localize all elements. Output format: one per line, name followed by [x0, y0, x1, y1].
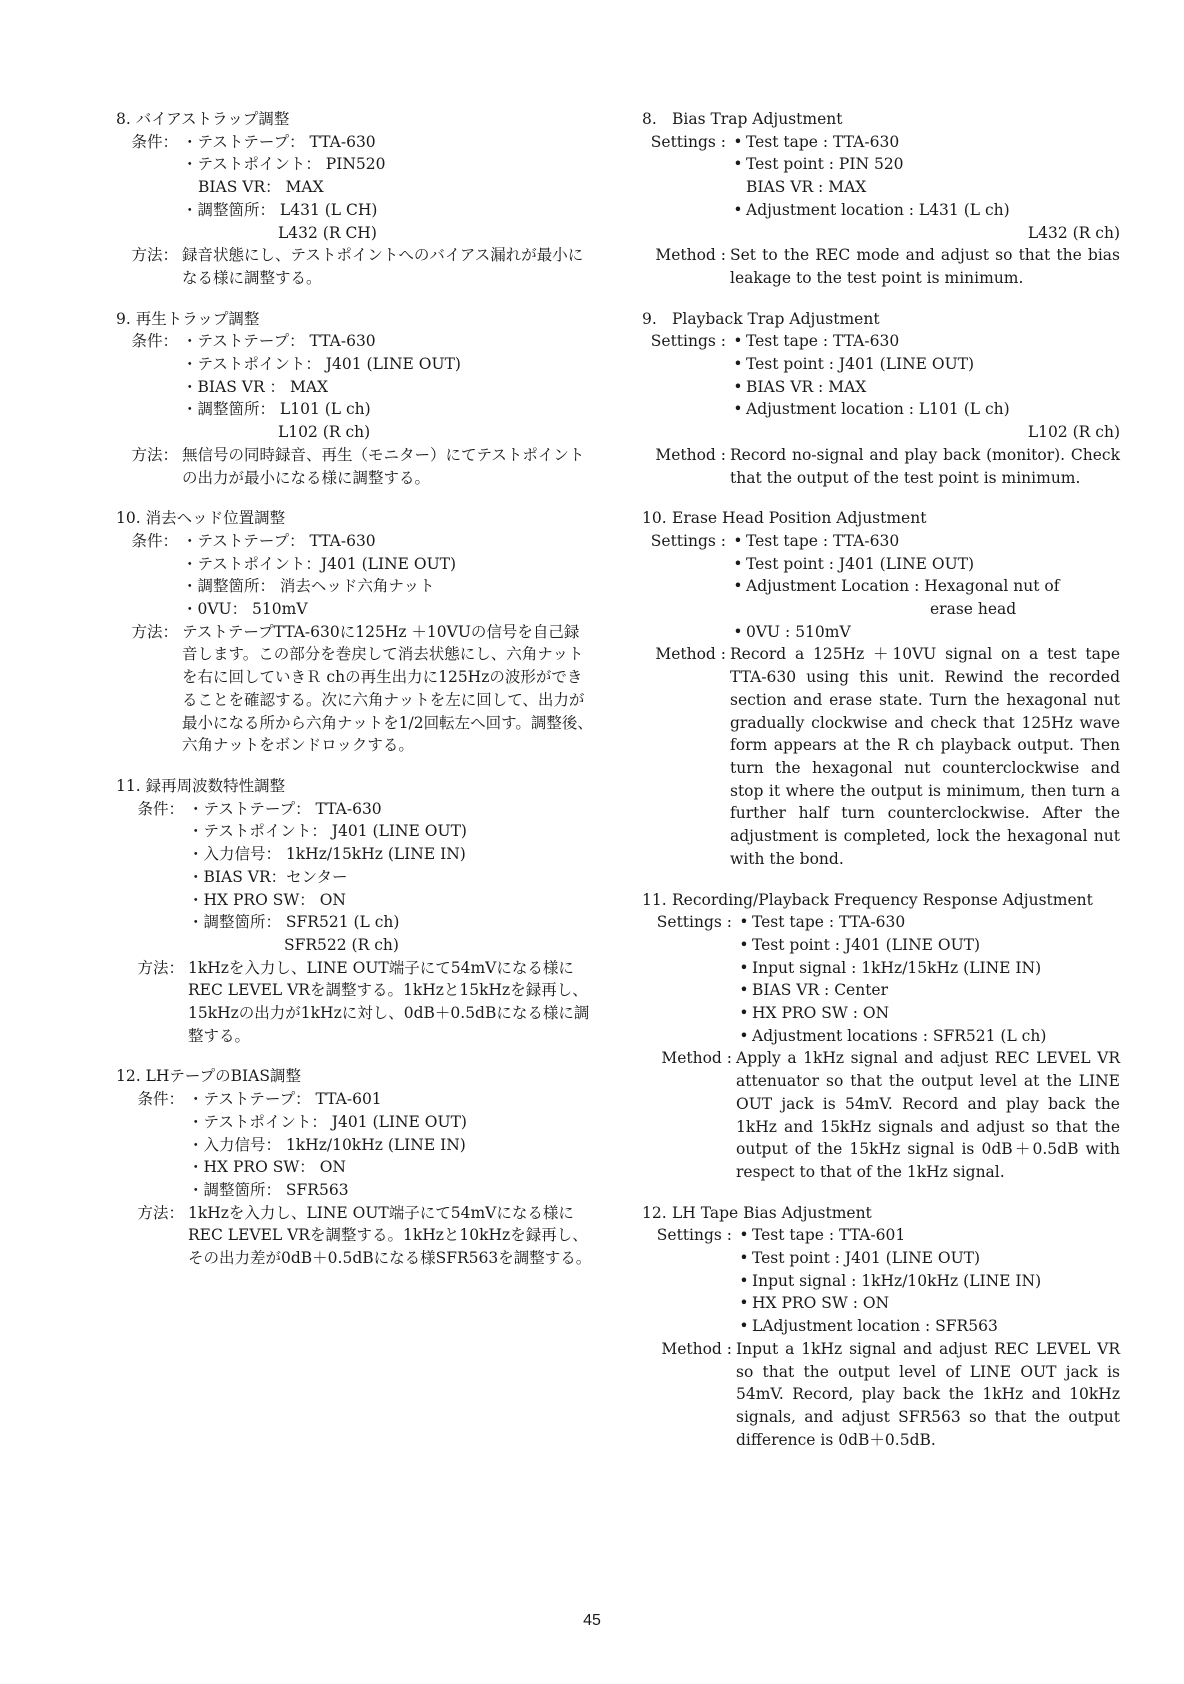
jp-section-8 — [116, 108, 594, 290]
setting-item: • HX PRO SW : ON — [736, 1292, 1120, 1315]
method-text: Apply a 1kHz signal and adjust REC LEVEL VR attenuator so that the output level at the LINE OUT jack is 54mV. Record and play back the 1kHz and 15kHz signals and adjust so that the output of the 15kHz signal is 0dB＋0.5dB with respect to that of the 1kHz signal. — [736, 1049, 1120, 1181]
setting-item: • LAdjustment location : SFR563 — [736, 1315, 1120, 1338]
setting-item: • Test point : J401 (LINE OUT) — [730, 353, 1120, 376]
condition-line: L432 (R CH) — [278, 223, 377, 242]
setting-item: • Test tape : TTA-630 — [730, 131, 1120, 154]
bullet-icon: • — [739, 1026, 749, 1045]
settings-label: Settings : — [656, 913, 732, 932]
section-title: Erase Head Position Adjustment — [672, 509, 927, 528]
method-label: Method : — [655, 445, 726, 464]
bullet-icon: • — [733, 577, 743, 596]
condition-line: ・0VU： 510mV — [182, 600, 308, 619]
section-title: LH Tape Bias Adjustment — [672, 1203, 872, 1222]
condition-line: ・入力信号： 1kHz/10kHz (LINE IN) — [188, 1135, 466, 1154]
section-number: 12. — [642, 1203, 667, 1222]
page-number: 45 — [583, 1612, 601, 1629]
condition-line: ・テストポイント： J401 (LINE OUT) — [182, 355, 461, 374]
bullet-icon: • — [733, 355, 743, 374]
conditions-label: 条件： — [137, 799, 184, 818]
english-column — [642, 108, 1120, 1469]
section-title: 12. LHテープのBIAS調整 — [116, 1067, 301, 1086]
setting-item: • HX PRO SW : ON — [736, 1002, 1120, 1025]
bullet-icon: • — [739, 913, 749, 932]
setting-item: • Input signal : 1kHz/15kHz (LINE IN) — [736, 957, 1120, 980]
settings-label: Settings : — [650, 531, 726, 550]
section-title: 8. バイアストラップ調整 — [116, 110, 290, 128]
bullet-icon: • — [739, 1317, 749, 1336]
method-label: Method : — [661, 1339, 732, 1358]
setting-item: • Test point : PIN 520 — [730, 153, 1120, 176]
condition-line: ・調整箇所： L431 (L CH) — [182, 200, 378, 219]
condition-line: ・調整箇所： 消去ヘッド六角ナット — [182, 577, 435, 596]
condition-line: ・テストテープ： TTA-601 — [188, 1090, 382, 1109]
section-number: 8. — [642, 110, 657, 128]
conditions-label: 条件： — [137, 1090, 184, 1109]
bullet-icon: • — [733, 377, 743, 396]
setting-item: • BIAS VR : MAX — [730, 376, 1120, 399]
bullet-icon: • — [733, 200, 743, 219]
section-title: Playback Trap Adjustment — [672, 309, 880, 328]
jp-section-9 — [116, 308, 594, 490]
en-section-11 — [642, 889, 1120, 1184]
setting-item: • Adjustment location : L431 (L ch) — [730, 199, 1120, 222]
condition-line: ・BIAS VR ： MAX — [182, 377, 329, 396]
condition-line: ・テストポイント： J401 (LINE OUT) — [188, 1112, 467, 1131]
setting-line: L102 (R ch) — [1027, 423, 1120, 442]
method-label: 方法： — [137, 958, 184, 977]
setting-item: • Adjustment location : L101 (L ch) — [730, 398, 1120, 421]
en-section-8 — [642, 108, 1120, 290]
bullet-icon: • — [733, 132, 743, 151]
setting-item: • BIAS VR : Center — [736, 979, 1120, 1002]
setting-item: • Input signal : 1kHz/10kHz (LINE IN) — [736, 1270, 1120, 1293]
condition-line: ・テストポイント： PIN520 — [182, 155, 386, 174]
method-text: Set to the REC mode and adjust so that the bias leakage to the test point is minimum. — [730, 246, 1120, 287]
conditions-label: 条件： — [131, 132, 178, 151]
condition-line: ・テストポイント： J401 (LINE OUT) — [188, 822, 467, 841]
condition-line: ・調整箇所： L101 (L ch) — [182, 400, 371, 419]
bullet-icon: • — [739, 1271, 749, 1290]
condition-line: ・テストテープ： TTA-630 — [182, 132, 376, 151]
setting-line: BIAS VR : MAX — [746, 178, 867, 197]
condition-line: ・BIAS VR：センター — [188, 867, 348, 886]
condition-line: ・HX PRO SW： ON — [188, 890, 346, 909]
condition-line: BIAS VR： MAX — [198, 178, 324, 197]
setting-item: • Test point : J401 (LINE OUT) — [730, 553, 1120, 576]
section-title: 11. 録再周波数特性調整 — [116, 776, 286, 795]
en-section-9 — [642, 308, 1120, 490]
method-text: 録音状態にし、テストポイントへのバイアス漏れが最小になる様に調整する。 — [182, 246, 584, 287]
setting-item: • Test point : J401 (LINE OUT) — [736, 1247, 1120, 1270]
method-label: Method : — [655, 645, 726, 664]
bullet-icon: • — [739, 935, 749, 954]
method-label: Method : — [655, 246, 726, 265]
settings-label: Settings : — [656, 1226, 732, 1245]
method-text: Record a 125Hz ＋10VU signal on a test tape TTA-630 using this unit. Rewind the recorded section and erase state. Turn the hexagonal nut gradually clockwise and check that 125Hz wave form appears at the R ch playback output. Then turn the hexagonal nut counterclockwise and stop it where the output is minimum, then turn a further half turn counterclockwise. After the adjustment is completed, lock the hexagonal nut with the bond. — [730, 645, 1120, 868]
method-label: Method : — [661, 1049, 732, 1068]
setting-item: • Test tape : TTA-601 — [736, 1224, 1120, 1247]
bullet-icon: • — [733, 155, 743, 174]
jp-section-12 — [116, 1065, 594, 1269]
condition-line: ・テストテープ： TTA-630 — [182, 332, 376, 351]
setting-line: erase head — [930, 600, 1017, 619]
setting-item: • Test tape : TTA-630 — [730, 330, 1120, 353]
method-label: 方法： — [131, 246, 178, 265]
en-section-10 — [642, 507, 1120, 870]
bullet-icon: • — [739, 1294, 749, 1313]
section-number: 11. — [642, 890, 667, 909]
condition-line: ・入力信号： 1kHz/15kHz (LINE IN) — [188, 845, 466, 864]
method-text: 1kHzを入力し、LINE OUT端子にて54mVになる様にREC LEVEL VRを調整する。1kHzと10kHzを録再し、その出力差が0dB＋0.5dBになる様SFR563を調整する。 — [188, 1203, 592, 1268]
condition-line: L102 (R ch) — [278, 423, 371, 442]
jp-section-11 — [116, 775, 594, 1047]
section-number: 10. — [642, 509, 667, 528]
condition-line: ・調整箇所： SFR563 — [188, 1180, 349, 1199]
condition-line: ・テストポイント：J401 (LINE OUT) — [182, 554, 457, 573]
condition-line: ・テストテープ： TTA-630 — [182, 531, 376, 550]
jp-section-10 — [116, 507, 594, 757]
bullet-icon: • — [733, 554, 743, 573]
japanese-column — [116, 108, 594, 1288]
setting-line: L432 (R ch) — [1027, 223, 1120, 242]
setting-item: • Test point : J401 (LINE OUT) — [736, 934, 1120, 957]
section-title: Bias Trap Adjustment — [672, 110, 843, 128]
method-text: テストテープTTA-630に125Hz ＋10VUの信号を自己録音します。この部分を巻戻して消去状態にし、六角ナットを右に回していきＲ chの再生出力に125Hzの波形ができることを確認する。次に六角ナットを左に回して、出力が最小になる所から六角ナットを1/2回転左へ回す。調整後、六角ナットをボンドロックする。 — [182, 622, 593, 755]
bullet-icon: • — [739, 981, 749, 1000]
bullet-icon: • — [733, 400, 743, 419]
bullet-icon: • — [739, 1004, 749, 1023]
settings-label: Settings : — [650, 132, 726, 151]
method-text: Record no-signal and play back (monitor). Check that the output of the test point is minimum. — [730, 445, 1120, 487]
setting-item: • Test tape : TTA-630 — [730, 530, 1120, 553]
bullet-icon: • — [733, 531, 743, 550]
setting-item: • Adjustment locations : SFR521 (L ch) — [736, 1025, 1120, 1048]
method-text: 無信号の同時録音、再生（モニター）にてテストポイントの出力が最小になる様に調整する。 — [182, 445, 585, 487]
setting-item: • Adjustment Location : Hexagonal nut of — [730, 575, 1120, 598]
bullet-icon: • — [733, 622, 743, 641]
settings-label: Settings : — [650, 332, 726, 351]
section-title: 10. 消去ヘッド位置調整 — [116, 509, 286, 528]
bullet-icon: • — [739, 1226, 749, 1245]
method-text: 1kHzを入力し、LINE OUT端子にて54mVになる様にREC LEVEL VRを調整する。1kHzと15kHzを録再し、15kHzの出力が1kHzに対し、0dB＋0.5dBになる様に調整する。 — [188, 958, 590, 1045]
condition-line: ・調整箇所： SFR521 (L ch) — [188, 913, 400, 932]
method-label: 方法： — [131, 622, 178, 641]
method-label: 方法： — [131, 445, 178, 464]
setting-item: • Test tape : TTA-630 — [736, 911, 1120, 934]
condition-line: SFR522 (R ch) — [284, 935, 399, 954]
conditions-label: 条件： — [131, 332, 178, 351]
setting-item: • 0VU : 510mV — [730, 621, 1120, 644]
section-number: 9. — [642, 309, 657, 328]
condition-line: ・HX PRO SW： ON — [188, 1158, 346, 1177]
method-label: 方法： — [137, 1203, 184, 1222]
section-title: 9. 再生トラップ調整 — [116, 309, 260, 328]
conditions-label: 条件： — [131, 531, 178, 550]
condition-line: ・テストテープ： TTA-630 — [188, 799, 382, 818]
bullet-icon: • — [733, 332, 743, 351]
bullet-icon: • — [739, 1249, 749, 1268]
en-section-12 — [642, 1202, 1120, 1452]
bullet-icon: • — [739, 958, 749, 977]
method-text: Input a 1kHz signal and adjust REC LEVEL VR so that the output level of LINE OUT jack is 54mV. Record, play back the 1kHz and 10kHz signals, and adjust SFR563 so that the output difference is 0dB＋0.5dB. — [736, 1339, 1120, 1449]
section-title: Recording/Playback Frequency Response Adjustment — [672, 890, 1093, 909]
